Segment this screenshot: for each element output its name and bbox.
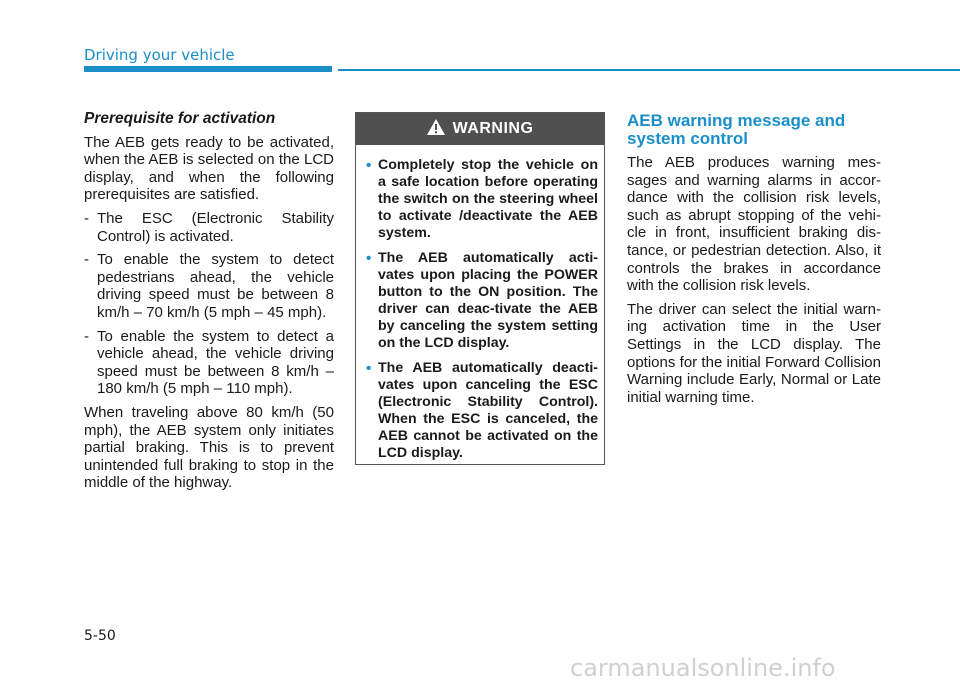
- aeb-warning-heading: AEB warning message and system control: [627, 111, 846, 148]
- dash-marker: -: [84, 209, 89, 227]
- prerequisite-list: [84, 210, 334, 398]
- warning-list: [356, 145, 604, 462]
- prerequisite-heading: Prerequisite for activation: [84, 110, 276, 127]
- list-item: [366, 360, 598, 462]
- warning-triangle-icon: [427, 119, 445, 140]
- left-column: [84, 110, 334, 498]
- warning-text: Completely stop the vehicle on a safe location before operating the switch on the steering wheel to activate /deactivate the AEB system.: [378, 157, 598, 241]
- list-item: [366, 250, 598, 352]
- bullet-icon: •: [366, 250, 372, 267]
- list-item: [84, 328, 334, 398]
- warning-title: WARNING: [452, 120, 534, 137]
- page-number: 5-50: [84, 628, 116, 644]
- watermark: carmanualsonline.info: [570, 654, 836, 682]
- bullet-icon: •: [366, 157, 372, 174]
- list-item-text: To enable the system to detect pedestrians ahead, the vehicle driving speed must be between 8 km/h – 70 km/h (5 mph – 45 mph).: [97, 251, 334, 321]
- list-item-text: The ESC (Electronic Stability Control) is activated.: [97, 209, 334, 245]
- list-item: [84, 210, 334, 245]
- warning-box: [355, 112, 605, 465]
- list-item: [366, 157, 598, 242]
- partial-braking-note: When traveling above 80 km/h (50 mph), the AEB system only initiates partial braking. This is to prevent unintended full braking to stop in the middle of the highway.: [84, 403, 334, 492]
- bullet-icon: •: [366, 360, 372, 377]
- list-item-text: To enable the system to detect a vehicle ahead, the vehicle driving speed must be between 8 km/h – 180 km/h (5 mph – 110 mph).: [97, 327, 334, 398]
- list-item: [84, 251, 334, 321]
- paragraph: The AEB produces warning mes-sages and warning alarms in accor-dance with the collision risk levels, such as abrupt stopping of the vehi-cle in front, insufficient braking dis-tance, or pedestrian detection. Also, it controls the brakes in accordance with the collision risk levels.: [627, 154, 881, 295]
- warning-header: [356, 113, 604, 145]
- right-column: [627, 112, 881, 412]
- warning-text: The AEB automatically deacti-vates upon canceling the ESC (Electronic Stability Control). When the ESC is canceled, the AEB cannot be activated on the LCD display.: [378, 360, 598, 461]
- header-rule-thin: [338, 69, 960, 71]
- dash-marker: -: [84, 251, 89, 269]
- section-title: Driving your vehicle: [84, 46, 235, 64]
- dash-marker: -: [84, 327, 89, 345]
- header-rule-thick: [84, 66, 332, 72]
- prerequisite-intro: The AEB gets ready to be activated, when the AEB is selected on the LCD display, and when the following prerequisites are satisfied.: [84, 133, 334, 204]
- warning-text: The AEB automatically acti-vates upon placing the POWER button to the ON position. The driver can deac-tivate the AEB by canceling the system setting on the LCD display.: [378, 250, 598, 351]
- paragraph: The driver can select the initial warn-ing activation time in the User Settings in the LCD display. The options for the initial Forward Collision Warning include Early, Normal or Late initial warning time.: [627, 300, 881, 406]
